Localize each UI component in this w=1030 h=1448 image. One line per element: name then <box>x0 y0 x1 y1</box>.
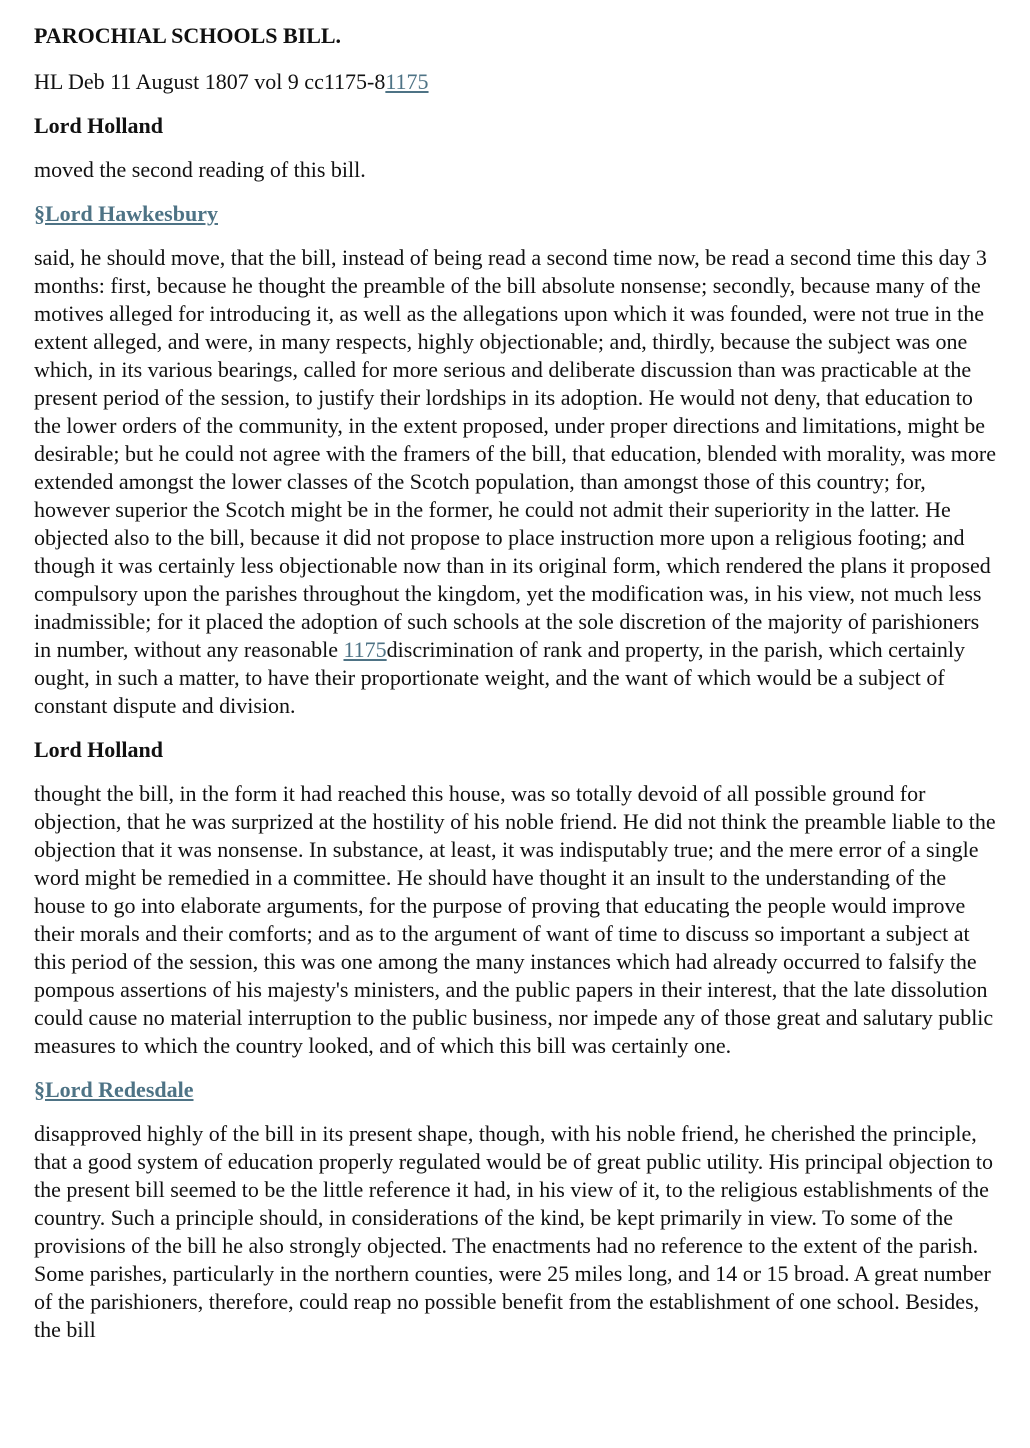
speech-text <box>34 244 996 720</box>
speech-text-part: said, he should move, that the bill, instead of being read a second time now, be read a second time this day 3 months: first, because he thought the preamble of the bill absolute nonsense; secondly, because many of the motives alleged for introducing it, as well as the allegations upon which it was founded, were not true in the extent alleged, and were, in many respects, highly objectionable; and, thirdly, because the subject was one which, in its various bearings, called for more serious and deliberate discussion than was practicable at the present period of the session, to justify their lordships in its adoption. He would not deny, that education to the lower orders of the community, in the extent proposed, under proper directions and limitations, might be desirable; but he could not agree with the framers of the bill, that education, blended with morality, was more extended amongst the lower classes of the Scotch population, than amongst those of this country; for, however superior the Scotch might be in the former, he could not admit their superiority in the latter. He objected also to the bill, because it did not propose to place instruction more upon a religious footing; and though it was certainly less objectionable now than in its original form, which rendered the plans it proposed compulsory upon the parishes throughout the kingdom, yet the modification was, in his view, not much less inadmissible; for it placed the adoption of such schools at the sole discretion of the majority of parishioners in number, without any reasonable <box>34 245 997 662</box>
speaker-link[interactable] <box>34 1076 996 1104</box>
section-mark: § <box>34 1077 45 1102</box>
citation <box>34 68 996 96</box>
citation-text: HL Deb 11 August 1807 vol 9 cc1175-8 <box>34 69 386 94</box>
speaker-name: Lord Holland <box>34 737 163 762</box>
page-title: PAROCHIAL SCHOOLS BILL. <box>34 23 342 48</box>
speech-text: disapproved highly of the bill in its present shape, though, with his noble friend, he cherished the principle, that a good system of education properly regulated would be of great public utility. His principal objection to the present bill seemed to be the little reference it had, in his view of it, to the religious establishments of the country. Such a principle should, in considerations of the kind, be kept primarily in view. To some of the provisions of the bill he also strongly objected. The enactments had no reference to the extent of the parish. Some parishes, particularly in the northern counties, were 25 miles long, and 14 or 15 broad. A great number of the parishioners, therefore, could reap no possible benefit from the establishment of one school. Besides, the bill <box>34 1121 993 1342</box>
column-link[interactable]: 1175 <box>385 69 429 94</box>
speaker-name-link[interactable]: Lord Redesdale <box>45 1077 194 1102</box>
speech-text: thought the bill, in the form it had reached this house, was so totally devoid of all possible ground for objection, that he was surprized at the hostility of his noble friend. He did not think the preamble liable to the objection that it was nonsense. In substance, at least, it was indisputably true; and the mere error of a single word might be remedied in a committee. He should have thought it an insult to the understanding of the house to go into elaborate arguments, for the purpose of proving that educating the people would improve their morals and their comforts; and as to the argument of want of time to discuss so important a subject at this period of the session, this was one among the many instances which had already occurred to falsify the pompous assertions of his majesty's ministers, and the public papers in their interest, that the late dissolution could cause no material interruption to the public business, nor impede any of those great and salutary public measures to which the country looked, and of which this bill was certainly one. <box>34 781 996 1058</box>
speaker-name: Lord Holland <box>34 113 163 138</box>
column-link[interactable]: 1175 <box>343 637 387 662</box>
speaker-name-link[interactable]: Lord Hawkesbury <box>45 201 218 226</box>
speaker-link[interactable] <box>34 200 996 228</box>
speech-text-part: discrimination of rank and property, in the parish, which certainly ought, in such a matter, to have their proportionate weight, and the want of which would be a subject of constant dispute and division. <box>34 637 966 718</box>
speech-text: moved the second reading of this bill. <box>34 157 366 182</box>
section-mark: § <box>34 201 45 226</box>
